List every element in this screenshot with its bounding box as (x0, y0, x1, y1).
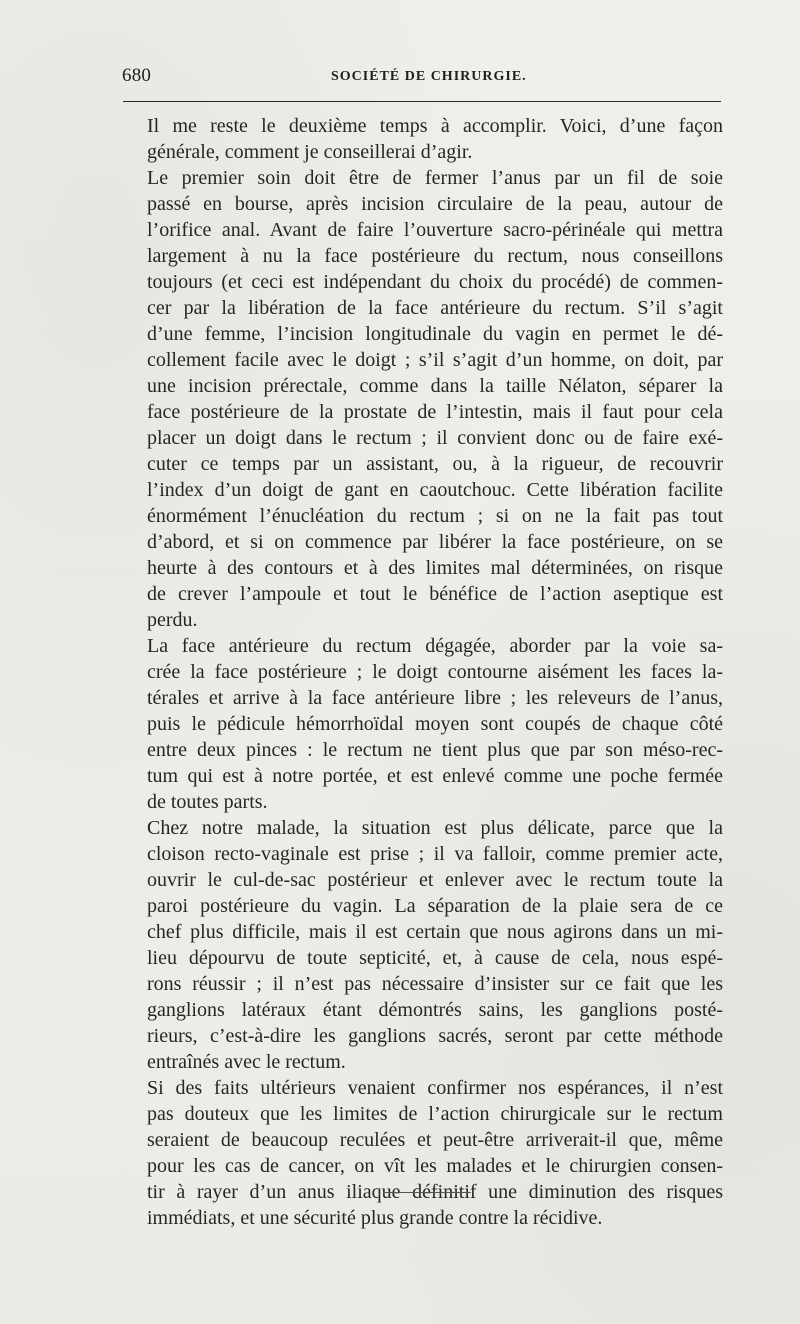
text-line: tum qui est à notre portée, et est enlevé comme une poche fermée (147, 765, 723, 787)
text-line: Chez notre malade, la situation est plus délicate, parce que la (147, 817, 723, 839)
text-line: de crever l’ampoule et tout le bénéfice de l’action aseptique est (147, 583, 723, 605)
text-line: de toutes parts. (147, 791, 268, 813)
text-line: toujours (et ceci est indépendant du choix du procédé) de commen- (147, 271, 723, 293)
text-line: passé en bourse, après incision circulaire de la peau, autour de (147, 193, 723, 215)
text-line: paroi postérieure du vagin. La séparation de la plaie sera de ce (147, 895, 723, 917)
header-rule (123, 101, 721, 102)
text-line: Le premier soin doit être de fermer l’anus par un fil de soie (147, 167, 723, 189)
text-line: ouvrir le cul-de-sac postérieur et enlever avec le rectum toute la (147, 869, 723, 891)
text-line: perdu. (147, 609, 198, 631)
text-line: cuter ce temps par un assistant, ou, à la rigueur, de recouvrir (147, 453, 723, 475)
text-line: l’index d’un doigt de gant en caoutchouc. Cette libération facilite (147, 479, 723, 501)
text-line: La face antérieure du rectum dégagée, aborder par la voie sa- (147, 635, 723, 657)
text-line: d’abord, et si on commence par libérer la face postérieure, on se (147, 531, 723, 553)
text-line: largement à nu la face postérieure du rectum, nous conseillons (147, 245, 723, 267)
text-line: collement facile avec le doigt ; s’il s’agit d’un homme, on doit, par (147, 349, 723, 371)
text-line: lieu dépourvu de toute septicité, et, à cause de cela, nous espé- (147, 947, 723, 969)
text-line: crée la face postérieure ; le doigt contourne aisément les faces la- (147, 661, 723, 683)
text-line: cer par la libération de la face antérieure du rectum. S’il s’agit (147, 297, 723, 319)
section-end-rule (383, 1192, 471, 1193)
text-line: seraient de beaucoup reculées et peut-être arriverait-il que, même (147, 1129, 723, 1151)
text-line: chef plus difficile, mais il est certain que nous agirons dans un mi- (147, 921, 723, 943)
paragraph-5 (123, 1075, 723, 1231)
paragraph-1 (123, 113, 723, 165)
text-line: immédiats, et une sécurité plus grande contre la récidive. (147, 1207, 603, 1229)
paragraph-4 (123, 815, 723, 1075)
page-number: 680 (122, 65, 152, 86)
text-line: pas douteux que les limites de l’action chirurgicale sur le rectum (147, 1103, 723, 1125)
text-line: énormément l’énucléation du rectum ; si on ne la fait pas tout (147, 505, 723, 527)
text-line: Si des faits ultérieurs venaient confirmer nos espérances, il n’est (147, 1077, 723, 1099)
text-line: entraînés avec le rectum. (147, 1051, 346, 1073)
paragraph-2 (123, 165, 723, 633)
body-text (123, 113, 723, 1231)
text-line: tir à rayer d’un anus iliaque définitif une diminution des risques (147, 1181, 723, 1203)
text-line: entre deux pinces : le rectum ne tient plus que par son méso-rec- (147, 739, 723, 761)
running-head: SOCIÉTÉ DE CHIRURGIE. (331, 69, 527, 84)
text-line: puis le pédicule hémorrhoïdal moyen sont coupés de chaque côté (147, 713, 723, 735)
text-line: une incision prérectale, comme dans la taille Nélaton, séparer la (147, 375, 723, 397)
paragraph-3 (123, 633, 723, 815)
text-line: térales et arrive à la face antérieure libre ; les releveurs de l’anus, (147, 687, 723, 709)
text-line: placer un doigt dans le rectum ; il convient donc ou de faire exé- (147, 427, 723, 449)
text-line: pour les cas de cancer, on vît les malades et le chirurgien consen- (147, 1155, 723, 1177)
text-line: d’une femme, l’incision longitudinale du vagin en permet le dé- (147, 323, 723, 345)
text-line: l’orifice anal. Avant de faire l’ouverture sacro-périnéale qui mettra (147, 219, 723, 241)
text-line: rons réussir ; il n’est pas nécessaire d’insister sur ce fait que les (147, 973, 723, 995)
text-line: cloison recto-vaginale est prise ; il va falloir, comme premier acte, (147, 843, 723, 865)
text-line: rieurs, c’est-à-dire les ganglions sacrés, seront par cette méthode (147, 1025, 723, 1047)
text-line: Il me reste le deuxième temps à accomplir. Voici, d’une façon (147, 115, 723, 137)
text-line: face postérieure de la prostate de l’intestin, mais il faut pour cela (147, 401, 723, 423)
text-line: générale, comment je conseillerai d’agir. (147, 141, 473, 163)
text-line: ganglions latéraux étant démontrés sains, les ganglions posté- (147, 999, 723, 1021)
text-line: heurte à des contours et à des limites mal déterminées, on risque (147, 557, 723, 579)
